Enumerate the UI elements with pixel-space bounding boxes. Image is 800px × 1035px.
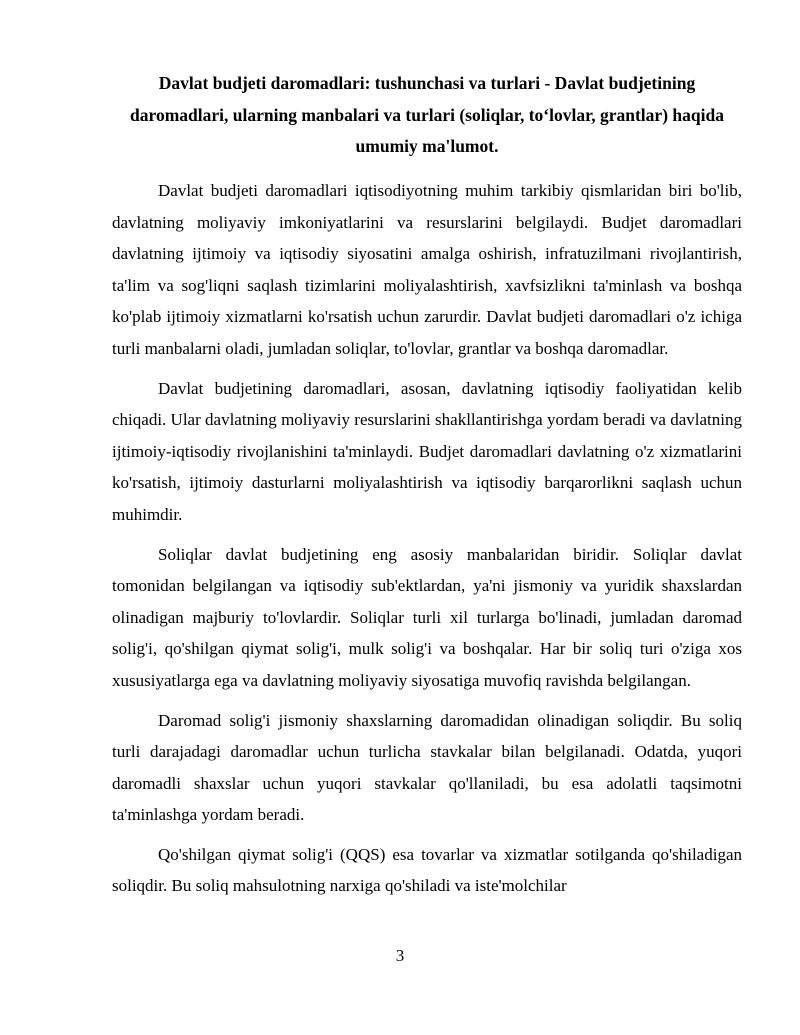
paragraph: Qo'shilgan qiymat solig'i (QQS) esa tovarlar va xizmatlar sotilganda qo'shiladigan soliqdir. Bu soliq mahsulotning narxiga qo'shiladi va iste'molchilar [112,844,742,896]
paragraph: Daromad solig'i jismoniy shaxslarning daromadidan olinadigan soliqdir. Bu soliq turli darajadagi daromadlar uchun turlicha stavkalar bilan belgilanadi. Odatda, yuqori daromadli shaxslar uchun yuqori stavkalar qo'llaniladi, bu esa adolatli taqsimotni ta'minlashga yordam beradi. [112,710,742,825]
document-body [112,175,742,910]
paragraph: Davlat budjeti daromadlari iqtisodiyotning muhim tarkibiy qismlaridan biri bo'lib, davlatning moliyaviy imkoniyatlarini va resurslarini belgilaydi. Budjet daromadlari davlatning ijtimoiy va iqtisodiy siyosatini amalga oshirish, infratuzilmani rivojlantirish, ta'lim va sog'liqni saqlash tizimlarini moliyalashtirish, xavfsizlikni ta'minlash va boshqa ko'plab ijtimoiy xizmatlarni ko'rsatish uchun zarurdir. Davlat budjeti daromadlari o'z ichiga turli manbalarni oladi, jumladan soliqlar, to'lovlar, grantlar va boshqa daromadlar. [112,181,742,358]
page-number: 3 [395,946,405,965]
paragraph: Davlat budjetining daromadlari, asosan, davlatning iqtisodiy faoliyatidan kelib chiqadi. Ular davlatning moliyaviy resurslarini shakllantirishga yordam beradi va davlatning ijtimoiy-iqtisodiy rivojlanishini ta'minlaydi. Budjet daromadlari davlatning o'z xizmatlarini ko'rsatish, ijtimoiy dasturlarni moliyalashtirish va iqtisodiy barqarorlikni saqlash uchun muhimdir. [112,378,742,524]
paragraph: Soliqlar davlat budjetining eng asosiy manbalaridan biridir. Soliqlar davlat tomonidan belgilangan va iqtisodiy sub'ektlardan, ya'ni jismoniy va yuridik shaxslardan olinadigan majburiy to'lovlardir. Soliqlar turli xil turlarga bo'linadi, jumladan daromad solig'i, qo'shilgan qiymat solig'i, mulk solig'i va boshqalar. Har bir soliq turi o'ziga xos xususiyatlarga ega va davlatning moliyaviy siyosatiga muvofiq ravishda belgilangan. [112,544,742,690]
document-title: Davlat budjeti daromadlari: tushunchasi va turlari - Davlat budjetining daromadlari, ularning manbalari va turlari (soliqlar, to‘lovlar, grantlar) haqida umumiy ma'lumot. [130,73,724,156]
